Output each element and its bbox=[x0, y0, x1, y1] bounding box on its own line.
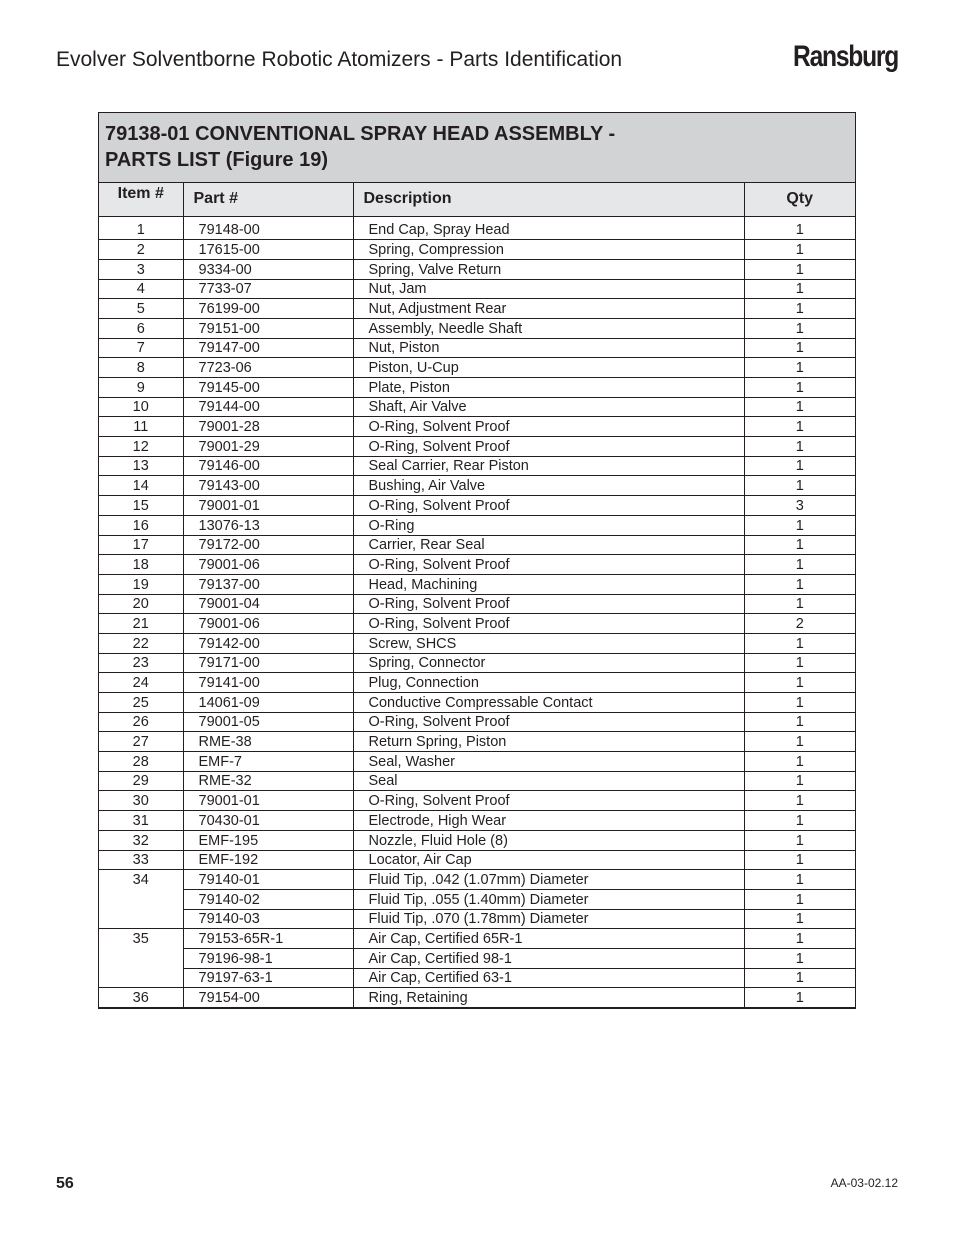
cell-qty: 1 bbox=[744, 712, 855, 732]
cell-part: 79140-02 bbox=[183, 889, 353, 909]
column-header-description: Description bbox=[353, 183, 744, 216]
cell-qty: 1 bbox=[744, 948, 855, 968]
cell-item: 8 bbox=[99, 358, 183, 378]
cell-part: 79153-65R-1 bbox=[183, 929, 353, 949]
cell-desc: Assembly, Needle Shaft bbox=[353, 318, 744, 338]
table-row bbox=[99, 752, 855, 772]
cell-qty: 1 bbox=[744, 732, 855, 752]
cell-qty: 1 bbox=[744, 791, 855, 811]
cell-item: 17 bbox=[99, 535, 183, 555]
table-row bbox=[99, 673, 855, 693]
cell-qty: 1 bbox=[744, 988, 855, 1008]
cell-item: 22 bbox=[99, 633, 183, 653]
table-row bbox=[99, 732, 855, 752]
cell-desc: Plate, Piston bbox=[353, 378, 744, 398]
table-row bbox=[99, 791, 855, 811]
cell-qty: 1 bbox=[744, 594, 855, 614]
cell-part: 79001-29 bbox=[183, 437, 353, 457]
ransburg-logo: Ransburg bbox=[793, 40, 898, 73]
cell-part: 79144-00 bbox=[183, 397, 353, 417]
cell-qty: 3 bbox=[744, 496, 855, 516]
cell-qty: 1 bbox=[744, 378, 855, 398]
table-heading-line2: PARTS LIST (Figure 19) bbox=[105, 149, 328, 171]
cell-part: 79001-06 bbox=[183, 555, 353, 575]
cell-item: 27 bbox=[99, 732, 183, 752]
table-row bbox=[99, 299, 855, 319]
cell-desc: Seal, Washer bbox=[353, 752, 744, 772]
cell-qty: 1 bbox=[744, 515, 855, 535]
table-row bbox=[99, 555, 855, 575]
cell-item: 24 bbox=[99, 673, 183, 693]
table-header-row bbox=[99, 183, 855, 216]
table-row bbox=[99, 574, 855, 594]
table-row bbox=[99, 968, 855, 988]
cell-item: 6 bbox=[99, 318, 183, 338]
table-row bbox=[99, 870, 855, 890]
cell-desc: Nozzle, Fluid Hole (8) bbox=[353, 830, 744, 850]
cell-part: 7733-07 bbox=[183, 279, 353, 299]
cell-desc: O-Ring, Solvent Proof bbox=[353, 791, 744, 811]
cell-item: 31 bbox=[99, 811, 183, 831]
cell-item: 9 bbox=[99, 378, 183, 398]
column-header-item: Item # bbox=[99, 183, 183, 216]
table-heading bbox=[99, 113, 855, 183]
cell-qty: 1 bbox=[744, 456, 855, 476]
table-row bbox=[99, 240, 855, 260]
cell-qty: 1 bbox=[744, 417, 855, 437]
table-row bbox=[99, 358, 855, 378]
document-code: AA-03-02.12 bbox=[830, 1176, 898, 1190]
table-row bbox=[99, 771, 855, 791]
cell-item bbox=[99, 909, 183, 929]
table-row bbox=[99, 850, 855, 870]
cell-desc: Spring, Connector bbox=[353, 653, 744, 673]
cell-part: EMF-195 bbox=[183, 830, 353, 850]
cell-part: 79001-28 bbox=[183, 417, 353, 437]
cell-part: 79137-00 bbox=[183, 574, 353, 594]
cell-qty: 1 bbox=[744, 299, 855, 319]
cell-desc: Nut, Adjustment Rear bbox=[353, 299, 744, 319]
table-heading-line1: 79138-01 CONVENTIONAL SPRAY HEAD ASSEMBLY - bbox=[105, 123, 616, 145]
cell-item: 5 bbox=[99, 299, 183, 319]
parts-table bbox=[99, 183, 855, 1008]
table-row bbox=[99, 830, 855, 850]
cell-part: RME-38 bbox=[183, 732, 353, 752]
cell-item: 26 bbox=[99, 712, 183, 732]
cell-part: 79145-00 bbox=[183, 378, 353, 398]
cell-qty: 1 bbox=[744, 476, 855, 496]
cell-item bbox=[99, 889, 183, 909]
cell-desc: O-Ring, Solvent Proof bbox=[353, 496, 744, 516]
table-row bbox=[99, 216, 855, 240]
cell-desc: Spring, Valve Return bbox=[353, 259, 744, 279]
cell-qty: 1 bbox=[744, 259, 855, 279]
cell-desc: O-Ring, Solvent Proof bbox=[353, 712, 744, 732]
cell-desc: Screw, SHCS bbox=[353, 633, 744, 653]
cell-desc: Shaft, Air Valve bbox=[353, 397, 744, 417]
cell-qty: 1 bbox=[744, 279, 855, 299]
cell-item: 28 bbox=[99, 752, 183, 772]
table-row bbox=[99, 909, 855, 929]
cell-item: 13 bbox=[99, 456, 183, 476]
cell-desc: Air Cap, Certified 65R-1 bbox=[353, 929, 744, 949]
cell-item: 10 bbox=[99, 397, 183, 417]
table-row bbox=[99, 633, 855, 653]
cell-item: 16 bbox=[99, 515, 183, 535]
table-row bbox=[99, 279, 855, 299]
cell-item: 33 bbox=[99, 850, 183, 870]
cell-desc: Fluid Tip, .042 (1.07mm) Diameter bbox=[353, 870, 744, 890]
cell-desc: Fluid Tip, .055 (1.40mm) Diameter bbox=[353, 889, 744, 909]
cell-part: 79140-01 bbox=[183, 870, 353, 890]
cell-qty: 1 bbox=[744, 535, 855, 555]
cell-item: 20 bbox=[99, 594, 183, 614]
cell-part: 79154-00 bbox=[183, 988, 353, 1008]
cell-item: 1 bbox=[99, 216, 183, 240]
cell-item: 25 bbox=[99, 693, 183, 713]
cell-qty: 1 bbox=[744, 830, 855, 850]
cell-part: 79197-63-1 bbox=[183, 968, 353, 988]
table-row bbox=[99, 437, 855, 457]
cell-part: 9334-00 bbox=[183, 259, 353, 279]
table-row bbox=[99, 318, 855, 338]
cell-item: 30 bbox=[99, 791, 183, 811]
cell-desc: O-Ring, Solvent Proof bbox=[353, 417, 744, 437]
cell-qty: 1 bbox=[744, 673, 855, 693]
table-row bbox=[99, 496, 855, 516]
page-header-title: Evolver Solventborne Robotic Atomizers - Parts Identification bbox=[56, 48, 623, 71]
cell-part: EMF-7 bbox=[183, 752, 353, 772]
cell-qty: 1 bbox=[744, 574, 855, 594]
cell-desc: Ring, Retaining bbox=[353, 988, 744, 1008]
cell-part: 79001-04 bbox=[183, 594, 353, 614]
table-row bbox=[99, 988, 855, 1008]
cell-part: 70430-01 bbox=[183, 811, 353, 831]
cell-part: 79142-00 bbox=[183, 633, 353, 653]
cell-part: 79146-00 bbox=[183, 456, 353, 476]
cell-item: 2 bbox=[99, 240, 183, 260]
cell-item: 15 bbox=[99, 496, 183, 516]
cell-qty: 1 bbox=[744, 338, 855, 358]
table-row bbox=[99, 811, 855, 831]
table-row bbox=[99, 259, 855, 279]
cell-part: 7723-06 bbox=[183, 358, 353, 378]
table-row bbox=[99, 515, 855, 535]
cell-qty: 1 bbox=[744, 811, 855, 831]
parts-list-table bbox=[98, 112, 856, 1009]
table-row bbox=[99, 378, 855, 398]
cell-item: 14 bbox=[99, 476, 183, 496]
cell-desc: O-Ring bbox=[353, 515, 744, 535]
cell-qty: 1 bbox=[744, 909, 855, 929]
cell-qty: 1 bbox=[744, 397, 855, 417]
table-row bbox=[99, 397, 855, 417]
cell-part: 79141-00 bbox=[183, 673, 353, 693]
column-header-qty: Qty bbox=[744, 183, 855, 216]
cell-part: 79001-05 bbox=[183, 712, 353, 732]
cell-part: 79143-00 bbox=[183, 476, 353, 496]
cell-desc: Head, Machining bbox=[353, 574, 744, 594]
cell-qty: 1 bbox=[744, 870, 855, 890]
cell-qty: 1 bbox=[744, 318, 855, 338]
cell-part: 17615-00 bbox=[183, 240, 353, 260]
table-body bbox=[99, 216, 855, 1008]
cell-qty: 1 bbox=[744, 437, 855, 457]
cell-qty: 1 bbox=[744, 216, 855, 240]
table-row bbox=[99, 456, 855, 476]
table-row bbox=[99, 594, 855, 614]
cell-item: 35 bbox=[132, 931, 149, 948]
cell-item: 29 bbox=[99, 771, 183, 791]
cell-item: 7 bbox=[99, 338, 183, 358]
cell-desc: Spring, Compression bbox=[353, 240, 744, 260]
cell-desc: O-Ring, Solvent Proof bbox=[353, 437, 744, 457]
cell-item: 12 bbox=[99, 437, 183, 457]
cell-part: 79148-00 bbox=[183, 216, 353, 240]
cell-item: 36 bbox=[99, 988, 183, 1008]
cell-part: 13076-13 bbox=[183, 515, 353, 535]
table-row bbox=[99, 417, 855, 437]
cell-item: 3 bbox=[99, 259, 183, 279]
cell-qty: 1 bbox=[744, 771, 855, 791]
cell-part: RME-32 bbox=[183, 771, 353, 791]
cell-desc: Conductive Compressable Contact bbox=[353, 693, 744, 713]
cell-item bbox=[99, 948, 183, 968]
cell-item bbox=[99, 968, 183, 988]
table-row bbox=[99, 948, 855, 968]
cell-desc: Seal Carrier, Rear Piston bbox=[353, 456, 744, 476]
table-row bbox=[99, 338, 855, 358]
cell-item: 34 bbox=[132, 872, 149, 889]
cell-qty: 2 bbox=[744, 614, 855, 634]
cell-desc: Return Spring, Piston bbox=[353, 732, 744, 752]
cell-part: 79140-03 bbox=[183, 909, 353, 929]
table-row bbox=[99, 476, 855, 496]
cell-item: 4 bbox=[99, 279, 183, 299]
cell-desc: O-Ring, Solvent Proof bbox=[353, 614, 744, 634]
cell-part: 79001-01 bbox=[183, 791, 353, 811]
cell-item: 32 bbox=[99, 830, 183, 850]
cell-desc: Plug, Connection bbox=[353, 673, 744, 693]
cell-desc: Seal bbox=[353, 771, 744, 791]
table-row bbox=[99, 929, 855, 949]
cell-desc: O-Ring, Solvent Proof bbox=[353, 594, 744, 614]
cell-desc: Piston, U-Cup bbox=[353, 358, 744, 378]
cell-desc: Electrode, High Wear bbox=[353, 811, 744, 831]
table-row bbox=[99, 889, 855, 909]
cell-part: 79171-00 bbox=[183, 653, 353, 673]
cell-part: 79001-06 bbox=[183, 614, 353, 634]
table-row bbox=[99, 712, 855, 732]
cell-part: 79172-00 bbox=[183, 535, 353, 555]
cell-item: 23 bbox=[99, 653, 183, 673]
cell-part: 14061-09 bbox=[183, 693, 353, 713]
cell-desc: Bushing, Air Valve bbox=[353, 476, 744, 496]
cell-qty: 1 bbox=[744, 633, 855, 653]
cell-desc: Nut, Piston bbox=[353, 338, 744, 358]
cell-desc: Carrier, Rear Seal bbox=[353, 535, 744, 555]
cell-item: 11 bbox=[99, 417, 183, 437]
cell-qty: 1 bbox=[744, 693, 855, 713]
cell-part: EMF-192 bbox=[183, 850, 353, 870]
cell-qty: 1 bbox=[744, 555, 855, 575]
cell-desc: End Cap, Spray Head bbox=[353, 216, 744, 240]
cell-part: 79151-00 bbox=[183, 318, 353, 338]
cell-part: 76199-00 bbox=[183, 299, 353, 319]
cell-desc: Locator, Air Cap bbox=[353, 850, 744, 870]
cell-qty: 1 bbox=[744, 929, 855, 949]
table-row bbox=[99, 535, 855, 555]
cell-qty: 1 bbox=[744, 889, 855, 909]
cell-qty: 1 bbox=[744, 240, 855, 260]
cell-qty: 1 bbox=[744, 968, 855, 988]
cell-qty: 1 bbox=[744, 653, 855, 673]
cell-part: 79001-01 bbox=[183, 496, 353, 516]
table-row bbox=[99, 614, 855, 634]
cell-qty: 1 bbox=[744, 752, 855, 772]
table-row bbox=[99, 653, 855, 673]
cell-desc: Air Cap, Certified 98-1 bbox=[353, 948, 744, 968]
column-header-part: Part # bbox=[183, 183, 353, 216]
cell-qty: 1 bbox=[744, 850, 855, 870]
cell-item: 18 bbox=[99, 555, 183, 575]
cell-item: 21 bbox=[99, 614, 183, 634]
cell-part: 79147-00 bbox=[183, 338, 353, 358]
cell-item: 19 bbox=[99, 574, 183, 594]
page-number: 56 bbox=[56, 1175, 74, 1192]
cell-desc: O-Ring, Solvent Proof bbox=[353, 555, 744, 575]
cell-part: 79196-98-1 bbox=[183, 948, 353, 968]
cell-desc: Nut, Jam bbox=[353, 279, 744, 299]
cell-desc: Air Cap, Certified 63-1 bbox=[353, 968, 744, 988]
cell-qty: 1 bbox=[744, 358, 855, 378]
cell-desc: Fluid Tip, .070 (1.78mm) Diameter bbox=[353, 909, 744, 929]
table-row bbox=[99, 693, 855, 713]
